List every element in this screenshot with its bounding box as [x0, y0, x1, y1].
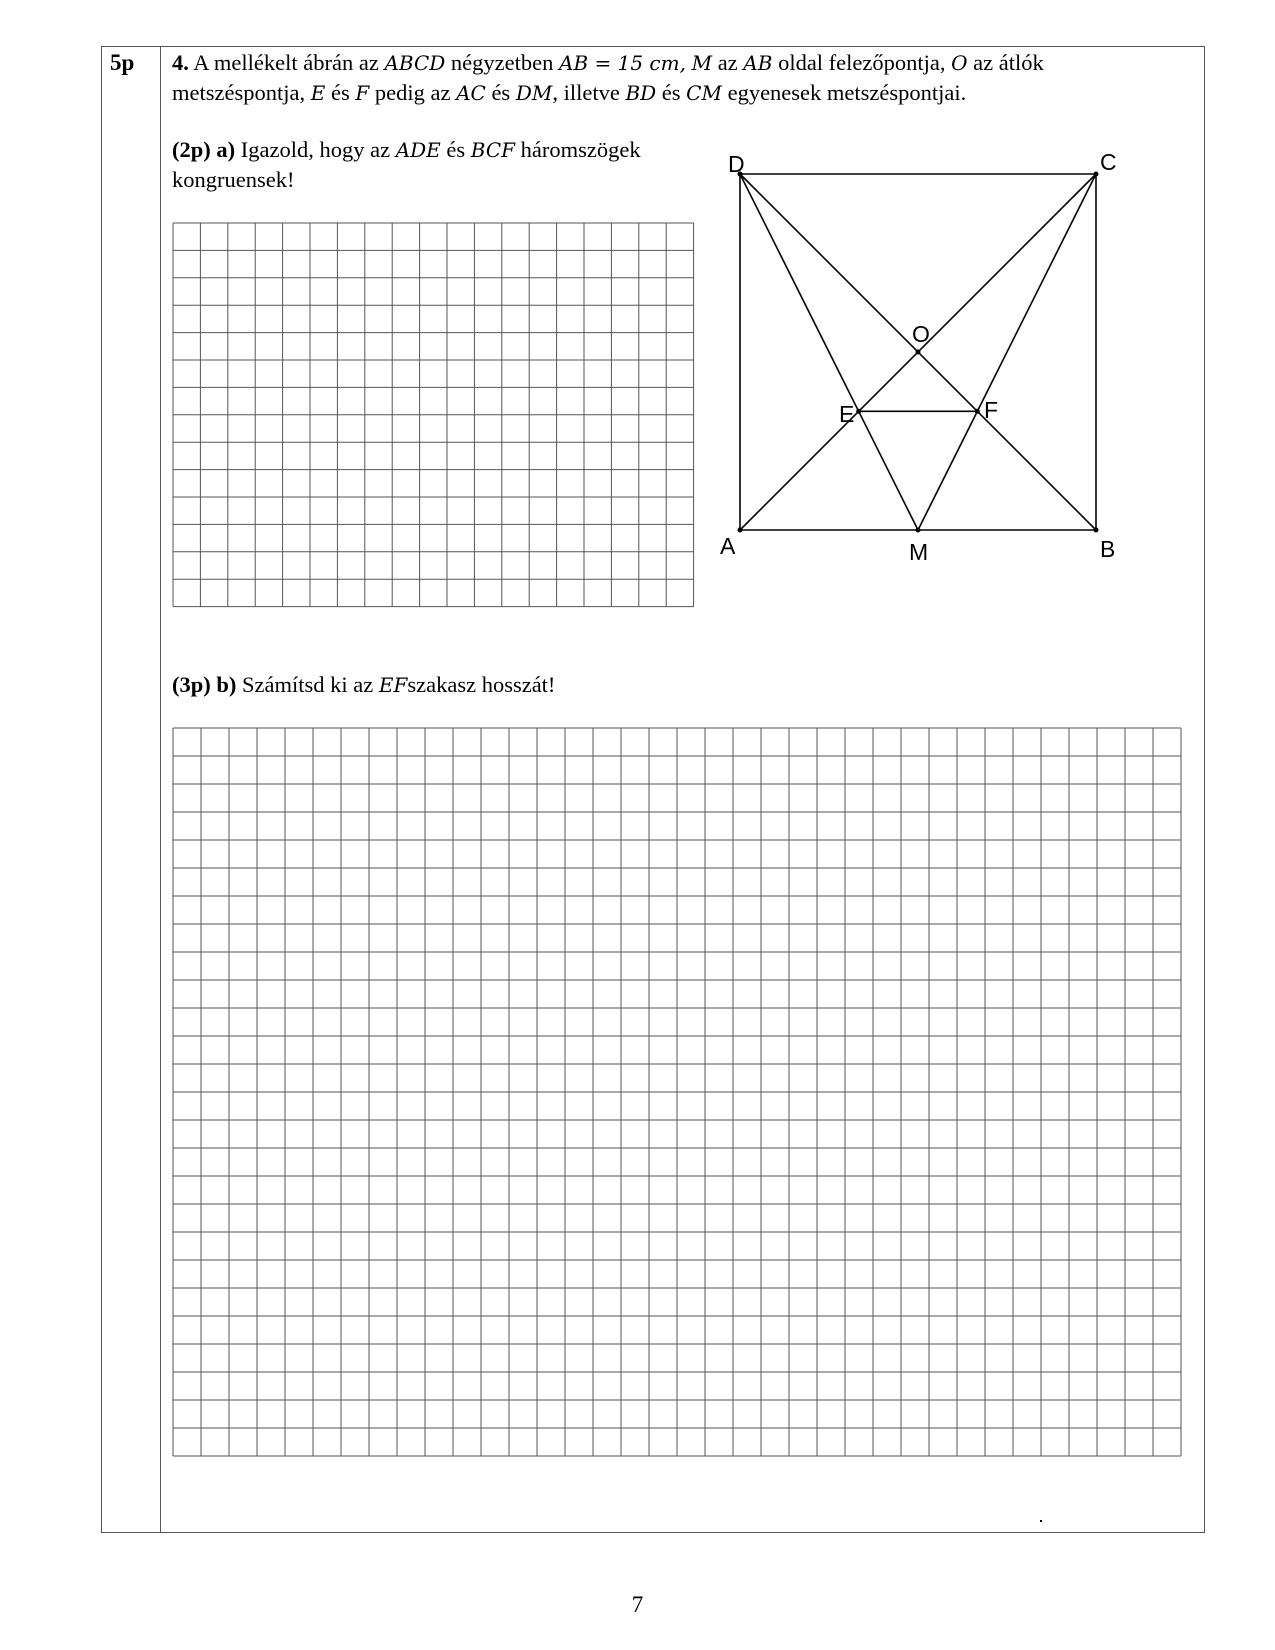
math: ADE — [395, 138, 441, 162]
label-a: A — [720, 533, 736, 559]
label-o: O — [912, 321, 930, 347]
text: Igazold, hogy az — [235, 137, 396, 162]
answer-grid-a[interactable] — [172, 222, 695, 608]
page-number: 7 — [631, 1592, 644, 1617]
math: E — [310, 81, 326, 105]
math: CM — [686, 81, 722, 105]
part-a-letter: a) — [216, 137, 236, 162]
text: és — [440, 137, 471, 162]
text: oldal felezőpontja, — [772, 50, 952, 75]
math: DM — [515, 81, 553, 105]
point-f — [975, 409, 980, 414]
question-intro-line-1 — [172, 48, 1044, 78]
point-e — [856, 409, 861, 414]
text: , illetve — [552, 80, 626, 105]
text: és — [325, 80, 356, 105]
math: AB = 15 cm, — [559, 51, 686, 75]
point-m — [916, 528, 921, 533]
math: M — [691, 51, 713, 75]
math: BD — [625, 81, 657, 105]
stray-dot — [1040, 1520, 1042, 1522]
part-b-prompt — [172, 670, 555, 700]
segment-dm — [740, 174, 918, 530]
math: F — [355, 81, 370, 105]
text: egyenesek metszéspontjai. — [721, 80, 967, 105]
math: AC — [456, 81, 486, 105]
label-m: M — [909, 539, 929, 565]
square-figure — [720, 138, 1140, 565]
label-d: D — [728, 151, 745, 177]
part-a-points: (2p) — [172, 137, 211, 162]
point-b — [1094, 528, 1099, 533]
question-intro-line-2 — [172, 78, 966, 108]
label-e: E — [839, 401, 855, 427]
math: BCF — [470, 138, 516, 162]
text: és — [656, 80, 687, 105]
points-cell: 5p — [110, 50, 135, 75]
label-f: F — [984, 397, 999, 423]
text: négyzetben — [445, 50, 559, 75]
point-o — [916, 350, 921, 355]
question-number: 4. — [172, 50, 189, 75]
point-a — [738, 528, 743, 533]
points-column-divider — [160, 46, 161, 1533]
text: az átlók — [967, 50, 1044, 75]
text: A mellékelt ábrán az — [193, 50, 385, 75]
text: pedig az — [369, 80, 457, 105]
text: Számítsd ki az — [236, 672, 379, 697]
label-b: B — [1100, 536, 1116, 562]
text: az — [712, 50, 744, 75]
text: metszéspontja, — [172, 80, 311, 105]
part-b-points: (3p) — [172, 672, 211, 697]
segment-cm — [918, 174, 1096, 530]
math: ABCD — [384, 51, 446, 75]
math: EF — [378, 673, 408, 697]
text: szakasz hosszát! — [407, 672, 556, 697]
part-a-prompt-line-2: kongruensek! — [172, 167, 295, 192]
label-c: C — [1100, 149, 1117, 175]
part-b-letter: b) — [216, 672, 237, 697]
math: O — [951, 51, 968, 75]
text: és — [485, 80, 516, 105]
math: AB — [743, 51, 773, 75]
answer-grid-b[interactable] — [172, 727, 1182, 1457]
point-c — [1094, 172, 1099, 177]
text: háromszögek — [515, 137, 641, 162]
part-a-prompt-line-1 — [172, 135, 641, 165]
